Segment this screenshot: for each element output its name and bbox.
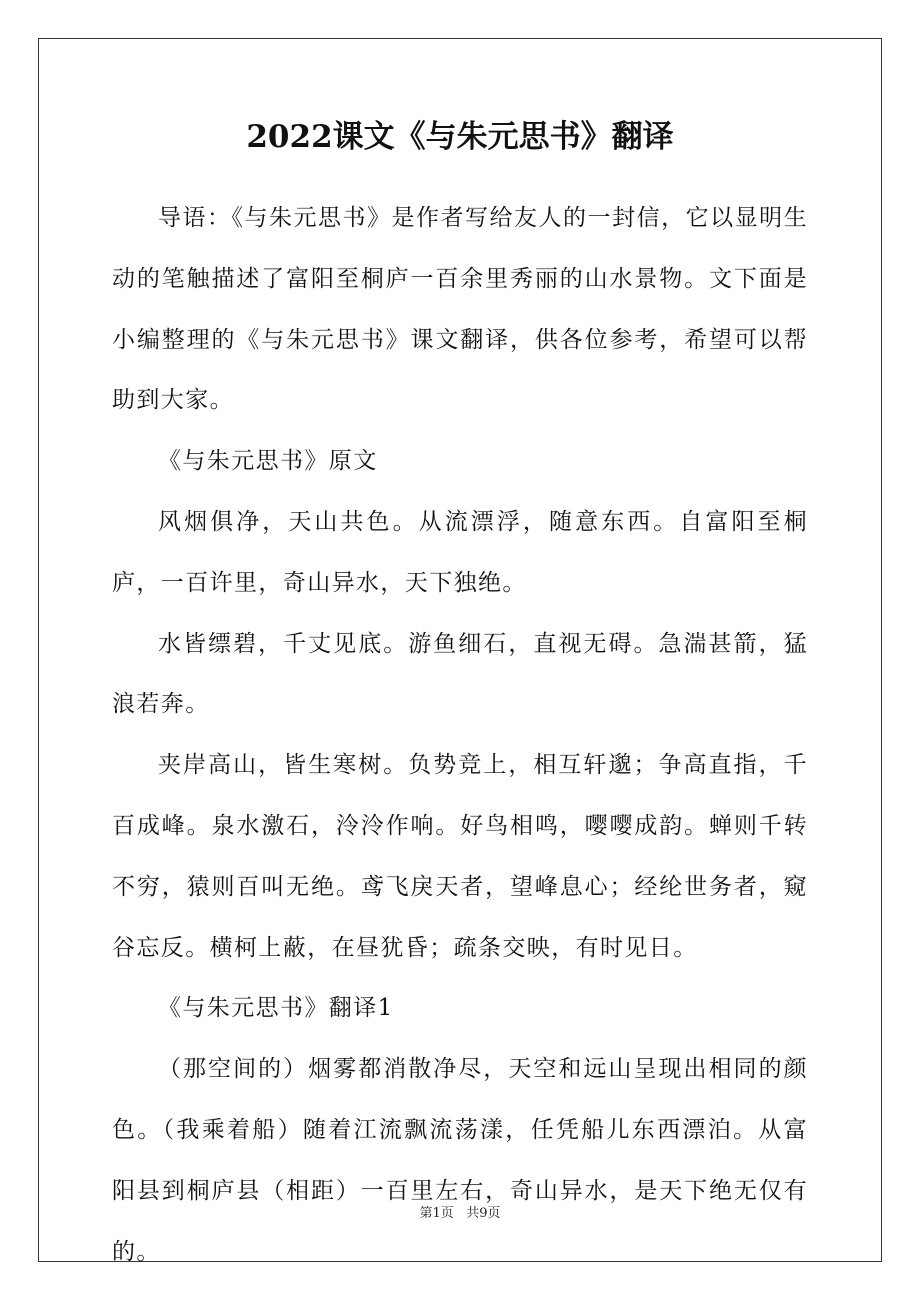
translation-paragraph-1: （那空间的）烟雾都消散净尽，天空和远山呈现出相同的颜色。（我乘着船）随着江流飘流荡漾，任凭船儿东西漂泊。从富阳县到桐庐县（相距）一百里左右，奇山异水，是天下绝无仅有的。 <box>112 1056 808 1265</box>
original-paragraph-2: 水皆缥碧，千丈见底。游鱼细石，直视无碍。急湍甚箭，猛浪若奔。 <box>112 630 808 718</box>
page-number: 第1页 <box>419 1206 454 1221</box>
original-paragraph-3: 夹岸高山，皆生寒树。负势竞上，相互轩邈；争高直指，千百成峰。泉水激石，泠泠作响。好鸟相鸣，嘤嘤成韵。蝉则千转不穷，猿则百叫无绝。鸢飞戾天者，望峰息心；经纶世务者，窥谷忘反。横柯上蔽，在昼犹昏；疏条交映，有时见日。 <box>112 752 808 961</box>
section-heading-original: 《与朱元思书》原文 <box>158 448 378 475</box>
original-paragraph-1: 风烟俱净，天山共色。从流漂浮，随意东西。自富阳至桐庐，一百许里，奇山异水，天下独绝。 <box>112 508 808 596</box>
document-body <box>112 188 808 1282</box>
page-total: 共9页 <box>466 1206 501 1221</box>
page-footer <box>0 1204 920 1224</box>
document-title: 2022课文《与朱元思书》翻译 <box>246 119 674 155</box>
section-heading-translation: 《与朱元思书》翻译1 <box>158 995 394 1022</box>
intro-paragraph: 导语：《与朱元思书》是作者写给友人的一封信，它以显明生动的笔触描述了富阳至桐庐一百余里秀丽的山水景物。文下面是小编整理的《与朱元思书》课文翻译，供各位参考，希望可以帮助到大家。 <box>112 205 808 414</box>
